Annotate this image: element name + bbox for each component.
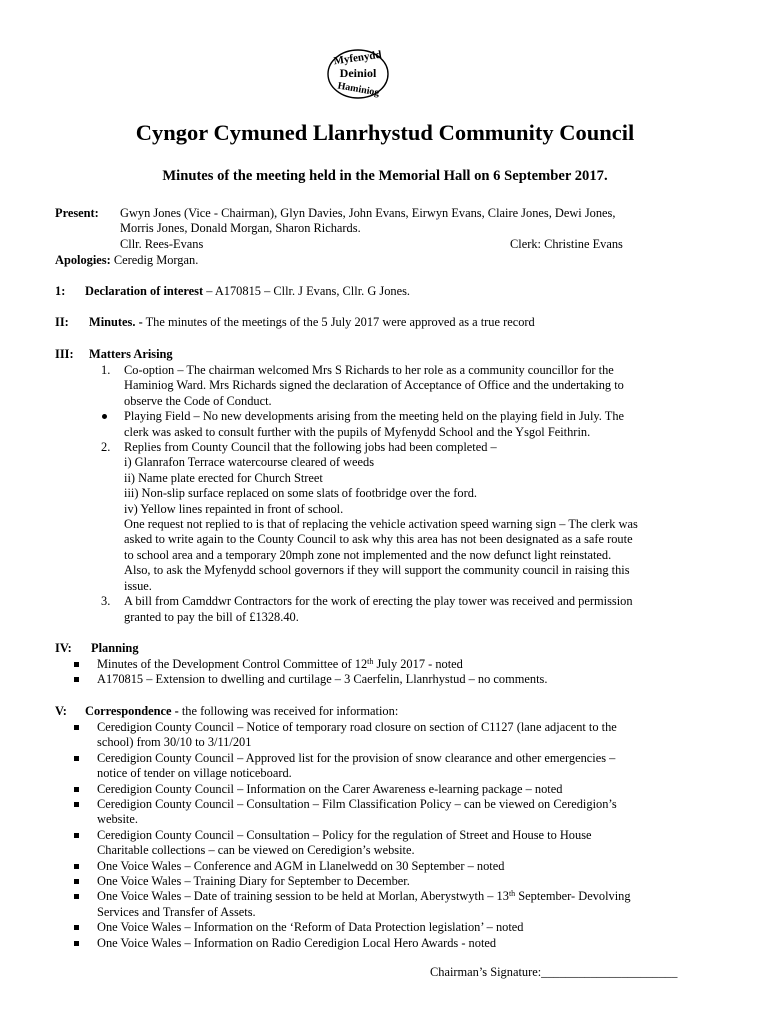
section-number: IV:: [55, 641, 72, 655]
page-title: Cyngor Cymuned Llanrhystud Community Council: [135, 120, 635, 145]
logo-mid-text: Deiniol: [339, 66, 377, 80]
item-line: Services and Transfer of Assets.: [97, 904, 256, 919]
list-item: [72, 920, 722, 935]
section-heading: Matters Arising: [89, 347, 173, 361]
item-text: A170815 – Extension to dwelling and curtilage – 3 Caerfelin, Llanrhystud – no comments.: [97, 672, 548, 687]
item-line: Co-option – The chairman welcomed Mrs S Richards to her role as a community councillor for the: [124, 363, 614, 377]
section-number: 1:: [55, 284, 66, 298]
logo-bottom-text: Haminiog: [336, 80, 381, 99]
item-line: iv) Yellow lines repainted in front of school.: [124, 501, 344, 516]
item-line: Ceredigion County Council – Consultation – Policy for the regulation of Street and House to House: [97, 827, 592, 842]
present-line: Morris Jones, Donald Morgan, Sharon Richards.: [120, 221, 361, 236]
section-correspondence-heading: [55, 704, 398, 719]
apologies-text: Ceredig Morgan.: [113, 253, 199, 267]
item-line: school) from 30/10 to 3/11/201: [97, 735, 252, 750]
item-line: Charitable collections – can be viewed on Ceredigion’s website.: [97, 843, 415, 858]
section-text: The minutes of the meetings of the 5 July 2017 were approved as a true record: [142, 315, 535, 329]
item-line: Replies from County Council that the following jobs had been completed –: [124, 440, 497, 455]
logo-top-text: Myfenydd: [332, 48, 383, 68]
item-line: Playing Field – No new developments arising from the meeting held on the playing field in July. The: [124, 409, 625, 424]
item-line: ii) Name plate erected for Church Street: [124, 470, 323, 485]
section-planning-heading: [55, 641, 139, 656]
square-bullet-icon: [74, 925, 79, 930]
item-line: asked to write again to the County Council to ask why this area has not been designated as a safe route: [124, 532, 633, 547]
list-item: [72, 828, 722, 859]
section-heading: Correspondence -: [85, 704, 179, 718]
list-item: [72, 797, 722, 828]
list-item: [97, 409, 719, 440]
item-line: [97, 889, 722, 904]
section-text: – A170815 – Cllr. J Evans, Cllr. G Jones.: [203, 284, 411, 298]
item-text: July 2017 - noted: [373, 657, 463, 671]
item-line: A bill from Camddwr Contractors for the work of erecting the play tower was received and permission: [124, 594, 633, 609]
list-item: [72, 859, 722, 874]
list-item: [97, 440, 719, 594]
item-line: iii) Non-slip surface replaced on some slats of footbridge over the ford.: [124, 486, 478, 501]
item-text: Minutes of the Development Control Committee of 12: [97, 657, 368, 671]
square-bullet-icon: [74, 879, 79, 884]
item-line: website.: [97, 812, 138, 827]
list-item: [72, 782, 722, 797]
section-number: V:: [55, 704, 67, 718]
item-line: Ceredigion County Council – Notice of temporary road closure on section of C1127 (lane adjacent to the: [97, 720, 617, 734]
list-item: [97, 594, 719, 625]
list-item: [72, 936, 722, 951]
planning-list: [72, 657, 722, 688]
matters-arising-list: [97, 363, 719, 625]
square-bullet-icon: [74, 941, 79, 946]
square-bullet-icon: [74, 787, 79, 792]
item-line: One Voice Wales – Training Diary for September to December.: [97, 874, 410, 889]
clerk-name: Clerk: Christine Evans: [510, 237, 623, 251]
item-line: Also, to ask the Myfenydd school governors if they will support the community council in raising this: [124, 563, 630, 578]
item-line: Ceredigion County Council – Approved list for the provision of snow clearance and other emergencies –: [97, 750, 616, 765]
list-item: [72, 874, 722, 889]
item-line: Ceredigion County Council – Consultation – Film Classification Policy – can be viewed on Ceredigion’s: [97, 797, 617, 812]
item-line: notice of tender on village noticeboard.: [97, 766, 292, 781]
ordinal-suffix: th: [508, 889, 516, 899]
section-number: II:: [55, 315, 69, 329]
item-line: One Voice Wales – Information on the ‘Reform of Data Protection legislation’ – noted: [97, 920, 524, 935]
apologies-label: Apologies:: [55, 253, 111, 267]
section-minutes: [55, 315, 535, 330]
council-logo: [318, 44, 398, 104]
list-marker: 3.: [101, 594, 111, 609]
list-marker: 1.: [101, 363, 111, 377]
item-line: i) Glanrafon Terrace watercourse cleared of weeds: [124, 455, 375, 470]
square-bullet-icon: [74, 725, 79, 730]
list-item: [72, 672, 722, 687]
list-item: [97, 363, 719, 409]
item-line: One Voice Wales – Information on Radio Ceredigion Local Hero Awards - noted: [97, 935, 497, 950]
item-line: observe the Code of Conduct.: [124, 393, 272, 408]
correspondence-list: [72, 720, 722, 951]
item-line: Haminiog Ward. Mrs Richards signed the declaration of Acceptance of Office and the undertaking to: [124, 378, 624, 393]
square-bullet-icon: [74, 864, 79, 869]
chairman-signature: Chairman’s Signature:______________________: [430, 965, 678, 979]
square-bullet-icon: [74, 756, 79, 761]
list-item: [72, 720, 722, 751]
square-bullet-icon: [74, 833, 79, 838]
item-line: granted to pay the bill of £1328.40.: [124, 609, 299, 624]
section-heading: Declaration of interest: [85, 284, 204, 298]
present-list: [120, 206, 720, 252]
list-item: [72, 751, 722, 782]
section-number: III:: [55, 347, 74, 361]
section-matters-arising-heading: [55, 347, 173, 362]
bullet-icon: [102, 414, 107, 419]
section-heading: Planning: [91, 641, 139, 655]
apologies: [55, 253, 198, 268]
present-label: Present:: [55, 206, 99, 220]
square-bullet-icon: [74, 662, 79, 667]
item-text: September- Devolving: [515, 889, 631, 904]
list-marker: 2.: [101, 440, 111, 455]
present-line: Cllr. Rees-Evans: [120, 236, 204, 251]
item-line: issue.: [124, 578, 152, 593]
section-heading: Minutes. -: [89, 315, 143, 329]
section-text: the following was received for information:: [178, 704, 399, 718]
list-item: [72, 657, 722, 672]
section-declaration: [55, 284, 410, 299]
item-line: One request not replied to is that of replacing the vehicle activation speed warning sign – The clerk was: [124, 517, 638, 532]
item-line: clerk was asked to consult further with the pupils of Myfenydd School and the Ysgol Feithrin.: [124, 424, 591, 439]
square-bullet-icon: [74, 894, 79, 899]
page-subtitle: Minutes of the meeting held in the Memorial Hall on 6 September 2017.: [162, 168, 608, 184]
item-line: Ceredigion County Council – Information on the Carer Awareness e-learning package – noted: [97, 781, 563, 796]
item-line: One Voice Wales – Conference and AGM in Llanelwedd on 30 September – noted: [97, 858, 505, 873]
ordinal-suffix: th: [367, 657, 374, 666]
present-line: Gwyn Jones (Vice - Chairman), Glyn Davies, John Evans, Eirwyn Evans, Claire Jones, Dewi Jones,: [120, 206, 616, 220]
square-bullet-icon: [74, 677, 79, 682]
item-line: to school area and a temporary 20mph zone not implemented and the now defunct light reinstated.: [124, 547, 612, 562]
list-item: [72, 889, 722, 920]
square-bullet-icon: [74, 802, 79, 807]
item-text: One Voice Wales – Date of training session to be held at Morlan, Aberystwyth – 13: [97, 889, 509, 904]
